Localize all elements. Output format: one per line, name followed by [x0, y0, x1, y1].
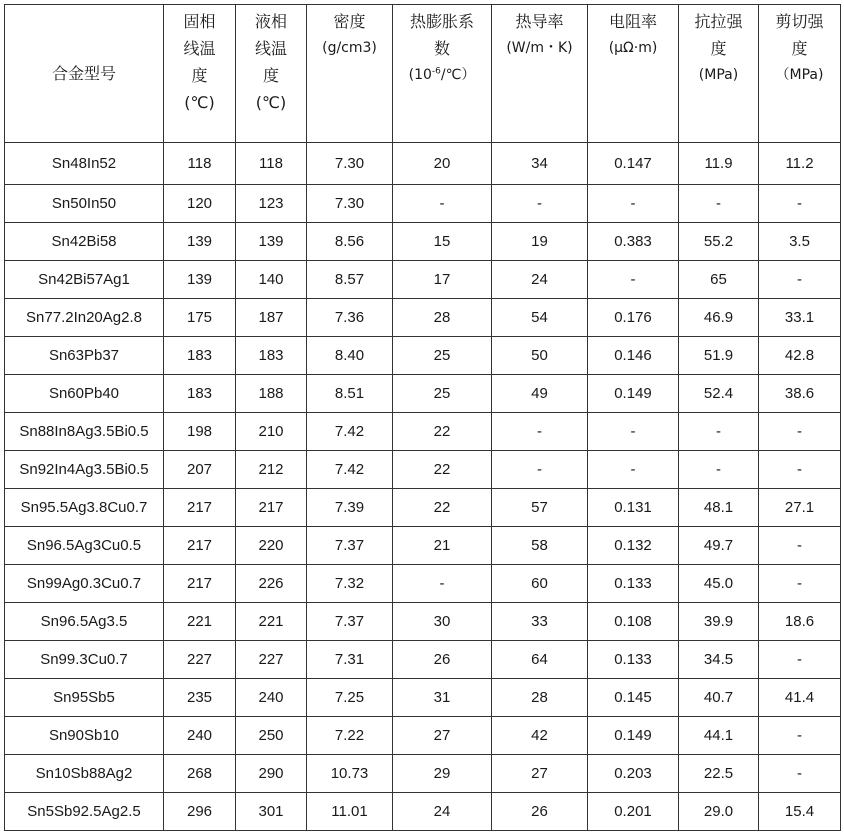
- cell-alloy-model: Sn90Sb10: [5, 717, 164, 755]
- cell-thermal-conductivity: 28: [492, 679, 588, 717]
- cell-resistivity: -: [588, 185, 679, 223]
- header-line: $(10^{-6}/℃)$: [408, 66, 476, 83]
- cell-thermal-conductivity: 26: [492, 793, 588, 831]
- cell-alloy-model: Sn42Bi58: [5, 223, 164, 261]
- cell-resistivity: 0.203: [588, 755, 679, 793]
- cell-shear-strength: 3.5: [759, 223, 841, 261]
- cell-solidus: 118: [164, 143, 236, 185]
- cell-thermal-conductivity: 60: [492, 565, 588, 603]
- header-line: 抗拉强: [694, 12, 743, 31]
- cell-shear-strength: 42.8: [759, 337, 841, 375]
- header-density: [307, 5, 393, 143]
- cell-liquidus: 210: [236, 413, 307, 451]
- cell-thermal-expansion: 20: [393, 143, 492, 185]
- cell-density: 11.01: [307, 793, 393, 831]
- cell-tensile-strength: 52.4: [679, 375, 759, 413]
- cell-alloy-model: Sn99.3Cu0.7: [5, 641, 164, 679]
- cell-alloy-model: Sn95Sb5: [5, 679, 164, 717]
- cell-shear-strength: -: [759, 641, 841, 679]
- cell-liquidus: 183: [236, 337, 307, 375]
- cell-density: 7.31: [307, 641, 393, 679]
- table-row: [5, 603, 841, 641]
- cell-resistivity: 0.108: [588, 603, 679, 641]
- cell-resistivity: 0.149: [588, 375, 679, 413]
- cell-liquidus: 212: [236, 451, 307, 489]
- cell-solidus: 139: [164, 261, 236, 299]
- cell-thermal-expansion: 28: [393, 299, 492, 337]
- cell-tensile-strength: 46.9: [679, 299, 759, 337]
- cell-liquidus: 217: [236, 489, 307, 527]
- cell-solidus: 240: [164, 717, 236, 755]
- table-body: [5, 143, 841, 831]
- cell-solidus: 235: [164, 679, 236, 717]
- cell-solidus: 221: [164, 603, 236, 641]
- cell-thermal-expansion: 22: [393, 413, 492, 451]
- cell-liquidus: 227: [236, 641, 307, 679]
- cell-alloy-model: Sn96.5Ag3.5: [5, 603, 164, 641]
- cell-tensile-strength: 55.2: [679, 223, 759, 261]
- cell-liquidus: 290: [236, 755, 307, 793]
- cell-resistivity: 0.147: [588, 143, 679, 185]
- header-row: [5, 5, 841, 143]
- cell-density: 8.51: [307, 375, 393, 413]
- cell-shear-strength: -: [759, 451, 841, 489]
- cell-thermal-expansion: 25: [393, 375, 492, 413]
- cell-density: 7.37: [307, 527, 393, 565]
- cell-thermal-conductivity: 49: [492, 375, 588, 413]
- header-line: (W/m・K): [506, 40, 573, 56]
- table-row: [5, 261, 841, 299]
- cell-liquidus: 118: [236, 143, 307, 185]
- cell-alloy-model: Sn10Sb88Ag2: [5, 755, 164, 793]
- cell-liquidus: 123: [236, 185, 307, 223]
- cell-alloy-model: Sn88In8Ag3.5Bi0.5: [5, 413, 164, 451]
- header-shear-strength: [759, 5, 841, 143]
- cell-shear-strength: 38.6: [759, 375, 841, 413]
- cell-alloy-model: Sn63Pb37: [5, 337, 164, 375]
- cell-tensile-strength: 40.7: [679, 679, 759, 717]
- cell-alloy-model: Sn95.5Ag3.8Cu0.7: [5, 489, 164, 527]
- cell-resistivity: 0.133: [588, 565, 679, 603]
- cell-solidus: 217: [164, 527, 236, 565]
- cell-thermal-expansion: 25: [393, 337, 492, 375]
- header-line: 度: [791, 39, 808, 58]
- header-tensile-strength: [679, 5, 759, 143]
- table-row: [5, 337, 841, 375]
- table-row: [5, 679, 841, 717]
- cell-liquidus: 240: [236, 679, 307, 717]
- cell-thermal-conductivity: -: [492, 451, 588, 489]
- cell-shear-strength: -: [759, 185, 841, 223]
- header-liquidus-temp: [236, 5, 307, 143]
- cell-density: 8.57: [307, 261, 393, 299]
- header-line: 热膨胀系: [409, 12, 474, 31]
- cell-thermal-conductivity: -: [492, 185, 588, 223]
- cell-tensile-strength: 44.1: [679, 717, 759, 755]
- cell-resistivity: 0.383: [588, 223, 679, 261]
- header-line: 剪切强: [775, 12, 824, 31]
- header-line: 度: [262, 66, 279, 85]
- cell-thermal-expansion: 22: [393, 451, 492, 489]
- cell-density: 7.42: [307, 413, 393, 451]
- cell-density: 7.37: [307, 603, 393, 641]
- cell-liquidus: 220: [236, 527, 307, 565]
- cell-solidus: 207: [164, 451, 236, 489]
- cell-thermal-conductivity: 50: [492, 337, 588, 375]
- cell-solidus: 120: [164, 185, 236, 223]
- header-line: 电阻率: [608, 12, 657, 31]
- cell-tensile-strength: 34.5: [679, 641, 759, 679]
- cell-tensile-strength: 48.1: [679, 489, 759, 527]
- cell-liquidus: 140: [236, 261, 307, 299]
- cell-solidus: 175: [164, 299, 236, 337]
- cell-solidus: 139: [164, 223, 236, 261]
- table-row: [5, 223, 841, 261]
- cell-shear-strength: -: [759, 565, 841, 603]
- cell-resistivity: 0.201: [588, 793, 679, 831]
- table-row: [5, 143, 841, 185]
- cell-thermal-expansion: 29: [393, 755, 492, 793]
- header-line: (μΩ·m): [608, 40, 658, 56]
- cell-solidus: 198: [164, 413, 236, 451]
- cell-solidus: 183: [164, 375, 236, 413]
- table-row: [5, 413, 841, 451]
- cell-thermal-expansion: -: [393, 565, 492, 603]
- cell-density: 7.30: [307, 185, 393, 223]
- cell-density: 7.32: [307, 565, 393, 603]
- alloy-properties-table: [4, 4, 841, 831]
- cell-tensile-strength: 11.9: [679, 143, 759, 185]
- header-line: 线温: [254, 39, 287, 58]
- header-thermal-expansion: [393, 5, 492, 143]
- cell-solidus: 183: [164, 337, 236, 375]
- cell-shear-strength: -: [759, 755, 841, 793]
- table-row: [5, 755, 841, 793]
- cell-density: 8.40: [307, 337, 393, 375]
- cell-shear-strength: -: [759, 413, 841, 451]
- cell-shear-strength: -: [759, 261, 841, 299]
- cell-solidus: 268: [164, 755, 236, 793]
- cell-tensile-strength: 29.0: [679, 793, 759, 831]
- cell-tensile-strength: 65: [679, 261, 759, 299]
- cell-liquidus: 250: [236, 717, 307, 755]
- cell-liquidus: 139: [236, 223, 307, 261]
- header-line: 密度: [333, 12, 366, 31]
- cell-thermal-expansion: -: [393, 185, 492, 223]
- cell-thermal-conductivity: 54: [492, 299, 588, 337]
- cell-thermal-conductivity: 58: [492, 527, 588, 565]
- cell-thermal-expansion: 24: [393, 793, 492, 831]
- header-line: (℃): [255, 93, 287, 112]
- cell-alloy-model: Sn48In52: [5, 143, 164, 185]
- cell-resistivity: 0.133: [588, 641, 679, 679]
- cell-resistivity: -: [588, 413, 679, 451]
- cell-shear-strength: -: [759, 717, 841, 755]
- cell-resistivity: 0.131: [588, 489, 679, 527]
- cell-thermal-conductivity: 19: [492, 223, 588, 261]
- cell-tensile-strength: -: [679, 185, 759, 223]
- table-row: [5, 375, 841, 413]
- header-line: 热导率: [515, 12, 564, 31]
- cell-alloy-model: Sn42Bi57Ag1: [5, 261, 164, 299]
- cell-thermal-expansion: 30: [393, 603, 492, 641]
- cell-density: 7.42: [307, 451, 393, 489]
- header-line: 数: [433, 39, 450, 58]
- cell-alloy-model: Sn60Pb40: [5, 375, 164, 413]
- cell-thermal-conductivity: 34: [492, 143, 588, 185]
- cell-solidus: 296: [164, 793, 236, 831]
- cell-alloy-model: Sn92In4Ag3.5Bi0.5: [5, 451, 164, 489]
- cell-density: 7.39: [307, 489, 393, 527]
- cell-thermal-expansion: 26: [393, 641, 492, 679]
- header-resistivity: [588, 5, 679, 143]
- cell-shear-strength: 18.6: [759, 603, 841, 641]
- cell-liquidus: 188: [236, 375, 307, 413]
- header-line: （MPa): [775, 67, 824, 83]
- cell-density: 7.22: [307, 717, 393, 755]
- cell-tensile-strength: 22.5: [679, 755, 759, 793]
- cell-thermal-conductivity: 57: [492, 489, 588, 527]
- header-alloy-model: [5, 5, 164, 143]
- table-row: [5, 565, 841, 603]
- cell-alloy-model: Sn99Ag0.3Cu0.7: [5, 565, 164, 603]
- cell-alloy-model: Sn77.2In20Ag2.8: [5, 299, 164, 337]
- cell-thermal-conductivity: 27: [492, 755, 588, 793]
- cell-shear-strength: 41.4: [759, 679, 841, 717]
- cell-shear-strength: 27.1: [759, 489, 841, 527]
- header-line: 度: [710, 39, 727, 58]
- cell-tensile-strength: 51.9: [679, 337, 759, 375]
- header-line: 液相: [254, 12, 287, 31]
- cell-thermal-expansion: 27: [393, 717, 492, 755]
- table-row: [5, 527, 841, 565]
- cell-resistivity: 0.145: [588, 679, 679, 717]
- header-line: (g/cm3): [322, 40, 377, 56]
- header-line: (℃): [184, 93, 215, 112]
- cell-liquidus: 187: [236, 299, 307, 337]
- cell-solidus: 217: [164, 565, 236, 603]
- cell-thermal-conductivity: -: [492, 413, 588, 451]
- cell-shear-strength: 11.2: [759, 143, 841, 185]
- table-row: [5, 641, 841, 679]
- header-thermal-conductivity: [492, 5, 588, 143]
- table-row: [5, 185, 841, 223]
- header-line: 度: [191, 66, 208, 85]
- cell-thermal-expansion: 21: [393, 527, 492, 565]
- cell-shear-strength: 15.4: [759, 793, 841, 831]
- cell-tensile-strength: 39.9: [679, 603, 759, 641]
- cell-alloy-model: Sn96.5Ag3Cu0.5: [5, 527, 164, 565]
- cell-density: 10.73: [307, 755, 393, 793]
- cell-thermal-conductivity: 33: [492, 603, 588, 641]
- cell-thermal-expansion: 15: [393, 223, 492, 261]
- cell-resistivity: -: [588, 261, 679, 299]
- cell-resistivity: 0.146: [588, 337, 679, 375]
- cell-resistivity: 0.132: [588, 527, 679, 565]
- table-row: [5, 299, 841, 337]
- header-line: 固相: [183, 12, 216, 31]
- cell-tensile-strength: -: [679, 451, 759, 489]
- cell-solidus: 217: [164, 489, 236, 527]
- cell-thermal-conductivity: 24: [492, 261, 588, 299]
- table-header: [5, 5, 841, 143]
- cell-density: 7.25: [307, 679, 393, 717]
- cell-density: 7.30: [307, 143, 393, 185]
- cell-resistivity: 0.149: [588, 717, 679, 755]
- cell-resistivity: 0.176: [588, 299, 679, 337]
- cell-resistivity: -: [588, 451, 679, 489]
- table-row: [5, 717, 841, 755]
- cell-alloy-model: Sn5Sb92.5Ag2.5: [5, 793, 164, 831]
- cell-tensile-strength: -: [679, 413, 759, 451]
- cell-thermal-expansion: 31: [393, 679, 492, 717]
- cell-liquidus: 226: [236, 565, 307, 603]
- cell-thermal-expansion: 17: [393, 261, 492, 299]
- cell-alloy-model: Sn50In50: [5, 185, 164, 223]
- cell-thermal-conductivity: 64: [492, 641, 588, 679]
- header-line: (MPa): [698, 67, 739, 83]
- header-line: 合金型号: [51, 64, 116, 83]
- cell-thermal-conductivity: 42: [492, 717, 588, 755]
- cell-thermal-expansion: 22: [393, 489, 492, 527]
- cell-density: 8.56: [307, 223, 393, 261]
- cell-liquidus: 301: [236, 793, 307, 831]
- table-row: [5, 451, 841, 489]
- cell-liquidus: 221: [236, 603, 307, 641]
- cell-tensile-strength: 49.7: [679, 527, 759, 565]
- header-line: 线温: [183, 39, 216, 58]
- cell-shear-strength: -: [759, 527, 841, 565]
- cell-shear-strength: 33.1: [759, 299, 841, 337]
- cell-tensile-strength: 45.0: [679, 565, 759, 603]
- table-row: [5, 489, 841, 527]
- table-row: [5, 793, 841, 831]
- cell-density: 7.36: [307, 299, 393, 337]
- cell-solidus: 227: [164, 641, 236, 679]
- header-solidus-temp: [164, 5, 236, 143]
